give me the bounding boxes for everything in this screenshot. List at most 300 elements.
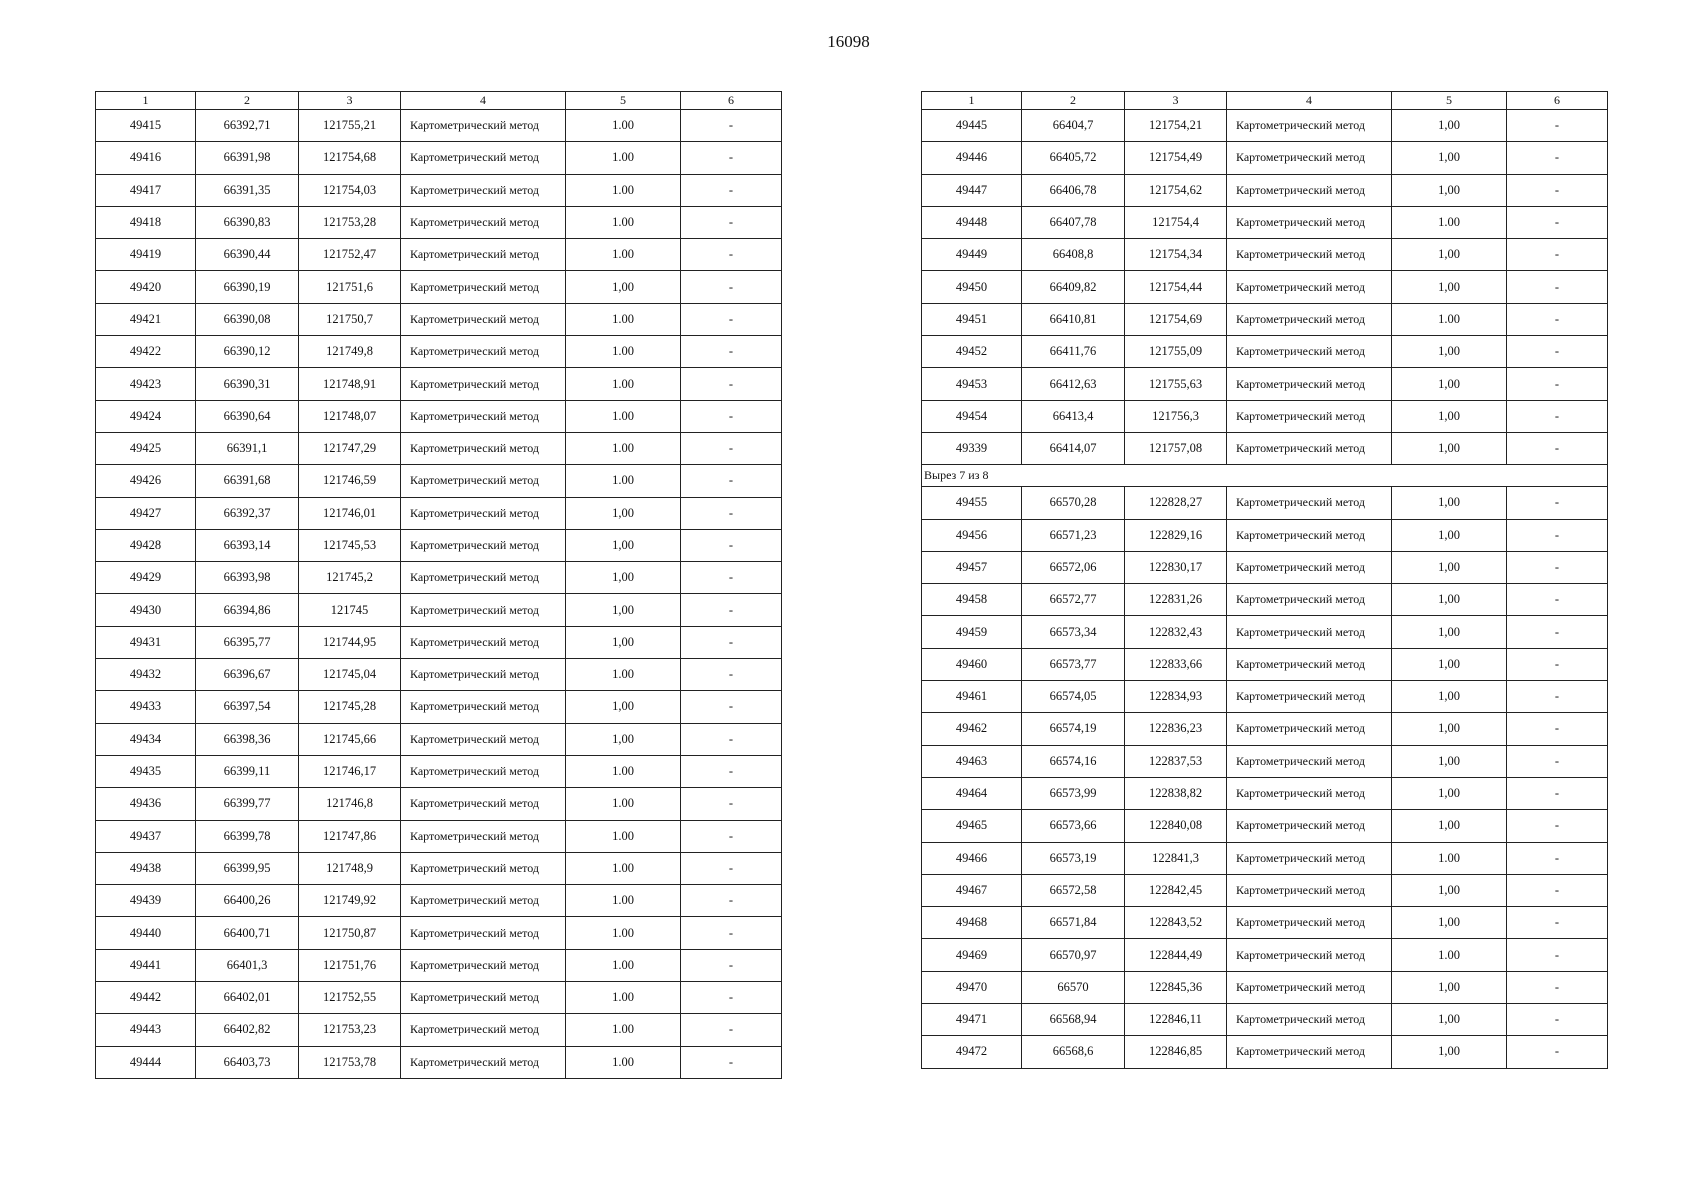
table-row xyxy=(922,745,1608,777)
description-cell: - xyxy=(1507,303,1608,335)
accuracy-cell: 1.00 xyxy=(566,336,681,368)
x-coordinate-cell: 66399,11 xyxy=(196,755,299,787)
point-number-cell: 49434 xyxy=(96,723,196,755)
y-coordinate-cell: 122829,16 xyxy=(1125,519,1227,551)
table-row xyxy=(96,336,782,368)
method-cell: Картометрический метод xyxy=(401,755,566,787)
description-cell: - xyxy=(681,432,782,464)
description-cell: - xyxy=(1507,713,1608,745)
x-coordinate-cell: 66574,16 xyxy=(1022,745,1125,777)
table-row xyxy=(922,519,1608,551)
point-number-cell: 49446 xyxy=(922,142,1022,174)
x-coordinate-cell: 66412,63 xyxy=(1022,368,1125,400)
accuracy-cell: 1,00 xyxy=(566,562,681,594)
accuracy-cell: 1,00 xyxy=(1392,1036,1507,1068)
table-row xyxy=(96,917,782,949)
x-coordinate-cell: 66570,28 xyxy=(1022,487,1125,519)
table-row xyxy=(922,400,1608,432)
point-number-cell: 49425 xyxy=(96,432,196,464)
method-cell: Картометрический метод xyxy=(401,723,566,755)
method-cell: Картометрический метод xyxy=(1227,616,1392,648)
right-table-body-bottom xyxy=(922,487,1608,1068)
x-coordinate-cell: 66571,23 xyxy=(1022,519,1125,551)
x-coordinate-cell: 66572,77 xyxy=(1022,584,1125,616)
point-number-cell: 49457 xyxy=(922,551,1022,583)
description-cell: - xyxy=(681,400,782,432)
y-coordinate-cell: 122831,26 xyxy=(1125,584,1227,616)
column-header: 1 xyxy=(96,92,196,110)
table-row xyxy=(922,336,1608,368)
point-number-cell: 49429 xyxy=(96,562,196,594)
y-coordinate-cell: 122840,08 xyxy=(1125,810,1227,842)
method-cell: Картометрический метод xyxy=(401,303,566,335)
accuracy-cell: 1,00 xyxy=(566,691,681,723)
x-coordinate-cell: 66573,19 xyxy=(1022,842,1125,874)
method-cell: Картометрический метод xyxy=(1227,206,1392,238)
y-coordinate-cell: 121754,34 xyxy=(1125,239,1227,271)
accuracy-cell: 1,00 xyxy=(1392,713,1507,745)
description-cell: - xyxy=(681,1046,782,1078)
y-coordinate-cell: 122836,23 xyxy=(1125,713,1227,745)
x-coordinate-cell: 66394,86 xyxy=(196,594,299,626)
y-coordinate-cell: 122845,36 xyxy=(1125,971,1227,1003)
accuracy-cell: 1,00 xyxy=(1392,110,1507,142)
accuracy-cell: 1,00 xyxy=(566,271,681,303)
accuracy-cell: 1.00 xyxy=(566,206,681,238)
x-coordinate-cell: 66392,71 xyxy=(196,110,299,142)
method-cell: Картометрический метод xyxy=(401,465,566,497)
table-row xyxy=(922,239,1608,271)
y-coordinate-cell: 121753,78 xyxy=(299,1046,401,1078)
table-row xyxy=(96,659,782,691)
method-cell: Картометрический метод xyxy=(1227,745,1392,777)
y-coordinate-cell: 122830,17 xyxy=(1125,551,1227,583)
y-coordinate-cell: 121754,4 xyxy=(1125,206,1227,238)
description-cell: - xyxy=(681,142,782,174)
accuracy-cell: 1,00 xyxy=(566,626,681,658)
table-row xyxy=(922,174,1608,206)
y-coordinate-cell: 121753,23 xyxy=(299,1014,401,1046)
point-number-cell: 49432 xyxy=(96,659,196,691)
table-row xyxy=(96,465,782,497)
y-coordinate-cell: 121745,53 xyxy=(299,529,401,561)
y-coordinate-cell: 121745,04 xyxy=(299,659,401,691)
point-number-cell: 49444 xyxy=(96,1046,196,1078)
description-cell: - xyxy=(1507,681,1608,713)
method-cell: Картометрический метод xyxy=(401,982,566,1014)
y-coordinate-cell: 122844,49 xyxy=(1125,939,1227,971)
left-table-body xyxy=(96,110,782,1079)
description-cell: - xyxy=(1507,174,1608,206)
table-row xyxy=(96,206,782,238)
accuracy-cell: 1.00 xyxy=(566,659,681,691)
accuracy-cell: 1,00 xyxy=(1392,432,1507,464)
y-coordinate-cell: 121754,03 xyxy=(299,174,401,206)
column-header: 5 xyxy=(1392,92,1507,110)
x-coordinate-cell: 66408,8 xyxy=(1022,239,1125,271)
x-coordinate-cell: 66572,58 xyxy=(1022,874,1125,906)
x-coordinate-cell: 66411,76 xyxy=(1022,336,1125,368)
method-cell: Картометрический метод xyxy=(1227,551,1392,583)
point-number-cell: 49470 xyxy=(922,971,1022,1003)
table-row xyxy=(922,616,1608,648)
accuracy-cell: 1,00 xyxy=(1392,810,1507,842)
point-number-cell: 49455 xyxy=(922,487,1022,519)
y-coordinate-cell: 121745 xyxy=(299,594,401,626)
point-number-cell: 49445 xyxy=(922,110,1022,142)
method-cell: Картометрический метод xyxy=(401,271,566,303)
x-coordinate-cell: 66407,78 xyxy=(1022,206,1125,238)
x-coordinate-cell: 66403,73 xyxy=(196,1046,299,1078)
accuracy-cell: 1,00 xyxy=(566,497,681,529)
description-cell: - xyxy=(1507,271,1608,303)
accuracy-cell: 1,00 xyxy=(1392,551,1507,583)
description-cell: - xyxy=(1507,648,1608,680)
point-number-cell: 49443 xyxy=(96,1014,196,1046)
y-coordinate-cell: 121753,28 xyxy=(299,206,401,238)
accuracy-cell: 1.00 xyxy=(566,432,681,464)
method-cell: Картометрический метод xyxy=(401,917,566,949)
y-coordinate-cell: 121755,21 xyxy=(299,110,401,142)
point-number-cell: 49339 xyxy=(922,432,1022,464)
right-coordinates-table xyxy=(921,91,1608,1069)
column-header: 2 xyxy=(196,92,299,110)
y-coordinate-cell: 121745,66 xyxy=(299,723,401,755)
method-cell: Картометрический метод xyxy=(401,529,566,561)
description-cell: - xyxy=(681,659,782,691)
accuracy-cell: 1.00 xyxy=(566,755,681,787)
column-header: 5 xyxy=(566,92,681,110)
y-coordinate-cell: 122833,66 xyxy=(1125,648,1227,680)
description-cell: - xyxy=(1507,939,1608,971)
method-cell: Картометрический метод xyxy=(401,691,566,723)
point-number-cell: 49419 xyxy=(96,239,196,271)
description-cell: - xyxy=(681,562,782,594)
method-cell: Картометрический метод xyxy=(1227,907,1392,939)
point-number-cell: 49451 xyxy=(922,303,1022,335)
accuracy-cell: 1,00 xyxy=(1392,487,1507,519)
section-label: Вырез 7 из 8 xyxy=(922,465,1608,487)
point-number-cell: 49439 xyxy=(96,885,196,917)
description-cell: - xyxy=(681,239,782,271)
y-coordinate-cell: 121748,91 xyxy=(299,368,401,400)
column-header: 6 xyxy=(1507,92,1608,110)
point-number-cell: 49454 xyxy=(922,400,1022,432)
point-number-cell: 49438 xyxy=(96,852,196,884)
accuracy-cell: 1.00 xyxy=(566,239,681,271)
description-cell: - xyxy=(681,174,782,206)
table-row xyxy=(96,497,782,529)
point-number-cell: 49459 xyxy=(922,616,1022,648)
column-header: 3 xyxy=(1125,92,1227,110)
table-row xyxy=(922,551,1608,583)
x-coordinate-cell: 66399,78 xyxy=(196,820,299,852)
x-coordinate-cell: 66573,77 xyxy=(1022,648,1125,680)
x-coordinate-cell: 66391,35 xyxy=(196,174,299,206)
y-coordinate-cell: 121749,8 xyxy=(299,336,401,368)
accuracy-cell: 1,00 xyxy=(1392,142,1507,174)
x-coordinate-cell: 66400,71 xyxy=(196,917,299,949)
table-row xyxy=(96,1014,782,1046)
point-number-cell: 49449 xyxy=(922,239,1022,271)
y-coordinate-cell: 121746,01 xyxy=(299,497,401,529)
section-divider xyxy=(922,465,1608,487)
column-header: 2 xyxy=(1022,92,1125,110)
method-cell: Картометрический метод xyxy=(1227,939,1392,971)
description-cell: - xyxy=(1507,971,1608,1003)
method-cell: Картометрический метод xyxy=(401,1014,566,1046)
accuracy-cell: 1,00 xyxy=(1392,907,1507,939)
point-number-cell: 49468 xyxy=(922,907,1022,939)
y-coordinate-cell: 121756,3 xyxy=(1125,400,1227,432)
table-row xyxy=(96,755,782,787)
table-header-row xyxy=(96,92,782,110)
point-number-cell: 49461 xyxy=(922,681,1022,713)
table-row xyxy=(96,820,782,852)
table-row xyxy=(922,648,1608,680)
table-row xyxy=(922,681,1608,713)
method-cell: Картометрический метод xyxy=(1227,584,1392,616)
table-row xyxy=(96,562,782,594)
y-coordinate-cell: 121746,17 xyxy=(299,755,401,787)
description-cell: - xyxy=(681,594,782,626)
accuracy-cell: 1,00 xyxy=(1392,1004,1507,1036)
description-cell: - xyxy=(1507,1036,1608,1068)
description-cell: - xyxy=(681,820,782,852)
y-coordinate-cell: 122828,27 xyxy=(1125,487,1227,519)
point-number-cell: 49466 xyxy=(922,842,1022,874)
y-coordinate-cell: 121754,69 xyxy=(1125,303,1227,335)
accuracy-cell: 1,00 xyxy=(1392,400,1507,432)
y-coordinate-cell: 122837,53 xyxy=(1125,745,1227,777)
point-number-cell: 49453 xyxy=(922,368,1022,400)
method-cell: Картометрический метод xyxy=(401,239,566,271)
table-row xyxy=(922,971,1608,1003)
description-cell: - xyxy=(1507,745,1608,777)
point-number-cell: 49452 xyxy=(922,336,1022,368)
accuracy-cell: 1,00 xyxy=(1392,174,1507,206)
description-cell: - xyxy=(1507,551,1608,583)
description-cell: - xyxy=(1507,519,1608,551)
x-coordinate-cell: 66572,06 xyxy=(1022,551,1125,583)
accuracy-cell: 1.00 xyxy=(566,820,681,852)
table-row xyxy=(922,206,1608,238)
point-number-cell: 49456 xyxy=(922,519,1022,551)
method-cell: Картометрический метод xyxy=(401,432,566,464)
point-number-cell: 49427 xyxy=(96,497,196,529)
method-cell: Картометрический метод xyxy=(1227,432,1392,464)
method-cell: Картометрический метод xyxy=(1227,142,1392,174)
table-row xyxy=(96,239,782,271)
method-cell: Картометрический метод xyxy=(1227,810,1392,842)
y-coordinate-cell: 122843,52 xyxy=(1125,907,1227,939)
table-row xyxy=(96,1046,782,1078)
point-number-cell: 49426 xyxy=(96,465,196,497)
x-coordinate-cell: 66390,31 xyxy=(196,368,299,400)
y-coordinate-cell: 121754,62 xyxy=(1125,174,1227,206)
y-coordinate-cell: 121750,87 xyxy=(299,917,401,949)
x-coordinate-cell: 66400,26 xyxy=(196,885,299,917)
table-row xyxy=(96,594,782,626)
table-row xyxy=(96,303,782,335)
accuracy-cell: 1,00 xyxy=(1392,519,1507,551)
y-coordinate-cell: 121751,6 xyxy=(299,271,401,303)
point-number-cell: 49424 xyxy=(96,400,196,432)
table-row xyxy=(922,584,1608,616)
y-coordinate-cell: 121745,2 xyxy=(299,562,401,594)
x-coordinate-cell: 66391,1 xyxy=(196,432,299,464)
method-cell: Картометрический метод xyxy=(401,368,566,400)
column-header: 1 xyxy=(922,92,1022,110)
method-cell: Картометрический метод xyxy=(401,820,566,852)
method-cell: Картометрический метод xyxy=(401,142,566,174)
y-coordinate-cell: 121745,28 xyxy=(299,691,401,723)
point-number-cell: 49431 xyxy=(96,626,196,658)
x-coordinate-cell: 66414,07 xyxy=(1022,432,1125,464)
description-cell: - xyxy=(681,755,782,787)
accuracy-cell: 1,00 xyxy=(1392,681,1507,713)
method-cell: Картометрический метод xyxy=(1227,303,1392,335)
method-cell: Картометрический метод xyxy=(1227,648,1392,680)
description-cell: - xyxy=(681,788,782,820)
point-number-cell: 49423 xyxy=(96,368,196,400)
x-coordinate-cell: 66571,84 xyxy=(1022,907,1125,939)
x-coordinate-cell: 66398,36 xyxy=(196,723,299,755)
x-coordinate-cell: 66410,81 xyxy=(1022,303,1125,335)
x-coordinate-cell: 66404,7 xyxy=(1022,110,1125,142)
description-cell: - xyxy=(681,1014,782,1046)
method-cell: Картометрический метод xyxy=(1227,400,1392,432)
y-coordinate-cell: 121748,07 xyxy=(299,400,401,432)
x-coordinate-cell: 66390,12 xyxy=(196,336,299,368)
description-cell: - xyxy=(681,949,782,981)
x-coordinate-cell: 66573,66 xyxy=(1022,810,1125,842)
point-number-cell: 49422 xyxy=(96,336,196,368)
accuracy-cell: 1.00 xyxy=(1392,206,1507,238)
description-cell: - xyxy=(681,271,782,303)
y-coordinate-cell: 121751,76 xyxy=(299,949,401,981)
accuracy-cell: 1.00 xyxy=(566,1046,681,1078)
x-coordinate-cell: 66573,99 xyxy=(1022,777,1125,809)
method-cell: Картометрический метод xyxy=(401,788,566,820)
table-row xyxy=(922,713,1608,745)
y-coordinate-cell: 121744,95 xyxy=(299,626,401,658)
x-coordinate-cell: 66568,94 xyxy=(1022,1004,1125,1036)
method-cell: Картометрический метод xyxy=(401,562,566,594)
method-cell: Картометрический метод xyxy=(1227,174,1392,206)
method-cell: Картометрический метод xyxy=(1227,271,1392,303)
point-number-cell: 49450 xyxy=(922,271,1022,303)
y-coordinate-cell: 121750,7 xyxy=(299,303,401,335)
accuracy-cell: 1,00 xyxy=(566,529,681,561)
method-cell: Картометрический метод xyxy=(401,336,566,368)
table-row xyxy=(922,142,1608,174)
method-cell: Картометрический метод xyxy=(401,400,566,432)
x-coordinate-cell: 66406,78 xyxy=(1022,174,1125,206)
accuracy-cell: 1.00 xyxy=(566,917,681,949)
y-coordinate-cell: 121752,47 xyxy=(299,239,401,271)
method-cell: Картометрический метод xyxy=(1227,842,1392,874)
table-row xyxy=(96,142,782,174)
description-cell: - xyxy=(1507,110,1608,142)
accuracy-cell: 1.00 xyxy=(566,982,681,1014)
method-cell: Картометрический метод xyxy=(401,1046,566,1078)
x-coordinate-cell: 66399,77 xyxy=(196,788,299,820)
point-number-cell: 49472 xyxy=(922,1036,1022,1068)
point-number-cell: 49433 xyxy=(96,691,196,723)
description-cell: - xyxy=(681,852,782,884)
description-cell: - xyxy=(1507,810,1608,842)
column-header: 4 xyxy=(1227,92,1392,110)
table-row xyxy=(96,885,782,917)
description-cell: - xyxy=(681,206,782,238)
accuracy-cell: 1.00 xyxy=(566,174,681,206)
y-coordinate-cell: 122841,3 xyxy=(1125,842,1227,874)
description-cell: - xyxy=(681,626,782,658)
y-coordinate-cell: 121754,21 xyxy=(1125,110,1227,142)
method-cell: Картометрический метод xyxy=(401,594,566,626)
section-row xyxy=(922,465,1608,487)
x-coordinate-cell: 66402,01 xyxy=(196,982,299,1014)
x-coordinate-cell: 66390,08 xyxy=(196,303,299,335)
x-coordinate-cell: 66391,68 xyxy=(196,465,299,497)
method-cell: Картометрический метод xyxy=(1227,971,1392,1003)
y-coordinate-cell: 122838,82 xyxy=(1125,777,1227,809)
table-row xyxy=(96,400,782,432)
description-cell: - xyxy=(1507,584,1608,616)
table-header-row xyxy=(922,92,1608,110)
point-number-cell: 49418 xyxy=(96,206,196,238)
left-coordinates-table xyxy=(95,91,782,1079)
y-coordinate-cell: 121746,59 xyxy=(299,465,401,497)
point-number-cell: 49440 xyxy=(96,917,196,949)
point-number-cell: 49417 xyxy=(96,174,196,206)
description-cell: - xyxy=(681,529,782,561)
description-cell: - xyxy=(681,110,782,142)
point-number-cell: 49463 xyxy=(922,745,1022,777)
table-row xyxy=(96,788,782,820)
description-cell: - xyxy=(1507,874,1608,906)
accuracy-cell: 1,00 xyxy=(1392,271,1507,303)
description-cell: - xyxy=(681,691,782,723)
x-coordinate-cell: 66392,37 xyxy=(196,497,299,529)
y-coordinate-cell: 121757,08 xyxy=(1125,432,1227,464)
column-header: 3 xyxy=(299,92,401,110)
right-table-body-top xyxy=(922,110,1608,465)
y-coordinate-cell: 121747,86 xyxy=(299,820,401,852)
table-row xyxy=(96,691,782,723)
description-cell: - xyxy=(1507,368,1608,400)
point-number-cell: 49421 xyxy=(96,303,196,335)
method-cell: Картометрический метод xyxy=(1227,777,1392,809)
point-number-cell: 49464 xyxy=(922,777,1022,809)
method-cell: Картометрический метод xyxy=(401,852,566,884)
description-cell: - xyxy=(1507,487,1608,519)
table-row xyxy=(922,907,1608,939)
method-cell: Картометрический метод xyxy=(401,206,566,238)
y-coordinate-cell: 121746,8 xyxy=(299,788,401,820)
method-cell: Картометрический метод xyxy=(1227,1004,1392,1036)
table-row xyxy=(922,1036,1608,1068)
point-number-cell: 49420 xyxy=(96,271,196,303)
y-coordinate-cell: 121748,9 xyxy=(299,852,401,884)
method-cell: Картометрический метод xyxy=(1227,713,1392,745)
table-row xyxy=(922,777,1608,809)
table-row xyxy=(922,842,1608,874)
accuracy-cell: 1,00 xyxy=(1392,336,1507,368)
point-number-cell: 49448 xyxy=(922,206,1022,238)
accuracy-cell: 1.00 xyxy=(566,852,681,884)
